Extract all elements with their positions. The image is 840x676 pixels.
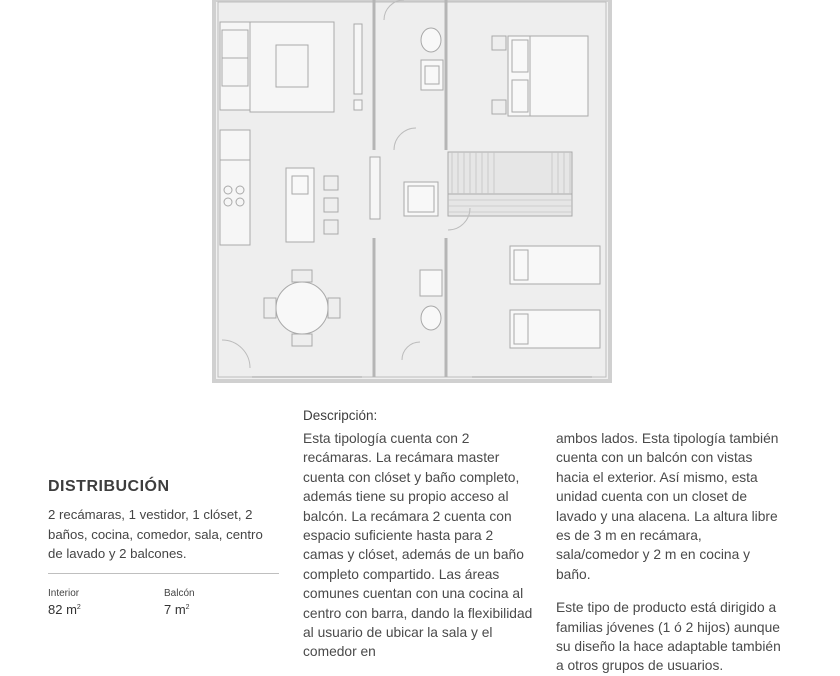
divider	[48, 573, 279, 574]
distribucion-text: 2 recámaras, 1 vestidor, 1 clóset, 2 baños, cocina, comedor, sala, centro de lavado y 2 balcones.	[48, 507, 263, 561]
paragraph: ambos lados. Esta tipología también cuenta con un balcón con vistas hacia el exterior. Así mismo, esta unidad cuenta con un closet de lavado y una alacena. La altura libre es de 3 m en recámara, sala/comedor y 2 m en cocina y baño.	[556, 431, 779, 582]
stat-balcon	[164, 588, 195, 617]
descripcion-column-2	[556, 429, 784, 676]
stat-value: 82 $m^2$	[48, 602, 81, 617]
paragraph: Esta tipología cuenta con 2 recámaras. La recámara master cuenta con clóset y baño completo, además tiene su propio acceso al balcón. La recámara 2 cuenta con espacio suficiente hasta para 2 camas y clóset, además de un baño completo compartido. Las áreas comunes cuentan con una cocina al centro con barra, dando la flexibilidad al usuario de ubicar la sala y el comedor en	[303, 431, 533, 660]
stat-label: Balcón	[164, 588, 195, 599]
descripcion-column-1	[303, 429, 535, 662]
stat-label: Interior	[48, 588, 80, 599]
stat-value: 7 $m^2$	[164, 602, 190, 617]
descripcion-heading: Descripción:	[303, 408, 378, 423]
paragraph: Este tipo de producto está dirigido a familias jóvenes (1 ó 2 hijos) aunque su diseño la hace adaptable también a otros grupos de usuarios.	[556, 600, 781, 674]
floor-plan	[212, 0, 612, 383]
distribucion-heading: DISTRIBUCIÓN	[48, 478, 170, 495]
stat-interior	[48, 588, 81, 617]
